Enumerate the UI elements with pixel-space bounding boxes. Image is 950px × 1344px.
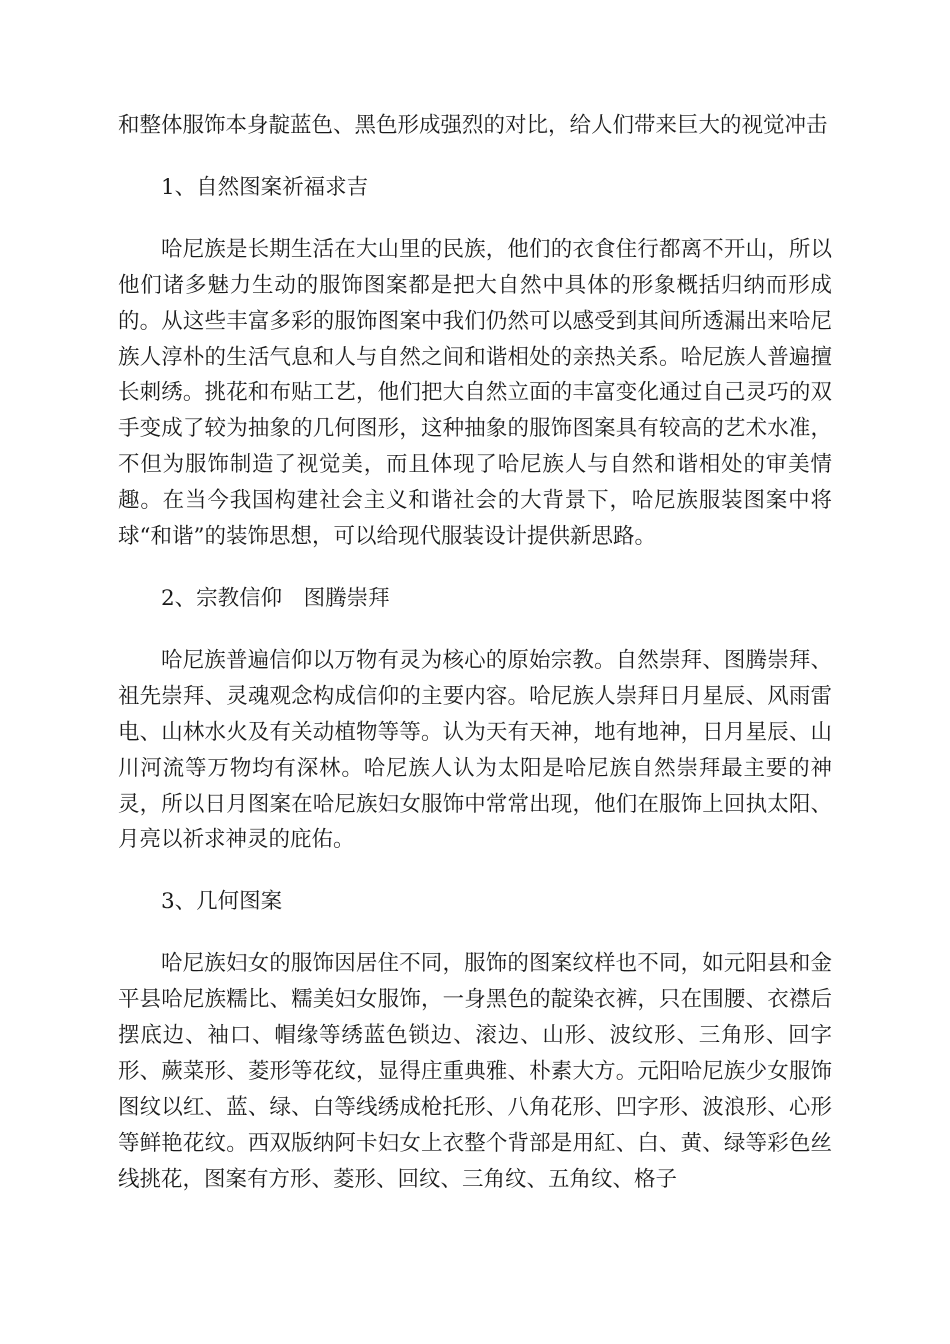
spacer (118, 555, 832, 581)
section-heading-2: 2、宗教信仰 图腾崇拜 (161, 585, 390, 611)
document-body (118, 108, 832, 1198)
section-heading-3: 3、几何图案 (161, 889, 283, 915)
intro-paragraph-tail: 和整体服饰本身靛蓝色、黑色形成强烈的对比，给人们带来巨大的视觉冲击 (118, 113, 828, 138)
spacer (118, 920, 832, 946)
spacer (118, 617, 832, 643)
spacer (118, 206, 832, 232)
section-paragraph-1: 哈尼族是长期生活在大山里的民族，他们的衣食住行都离不开山，所以他们诸多魅力生动的服饰图案都是把大自然中具体的形象概括归纳而形成的。从这些丰富多彩的服饰图案中我们仍然可以感受到其间所透漏出来哈尼族人淳朴的生活气息和人与自然之间和谐相处的亲热关系。哈尼族人普遍擅长刺绣。挑花和布贴工艺，他们把大自然立面的丰富变化通过自己灵巧的双手变成了较为抽象的几何图形，这种抽象的服饰图案具有较高的艺术水准，不但为服饰制造了视觉美，而且体现了哈尼族人与自然和谐相处的审美情趣。在当今我国构建社会主义和谐社会的大背景下，哈尼族服装图案中将球“和谐”的装饰思想，可以给现代服装设计提供新思路。 (118, 236, 832, 550)
section-paragraph-2: 哈尼族普遍信仰以万物有灵为核心的原始宗教。自然崇拜、图腾崇拜、祖先崇拜、灵魂观念构成信仰的主要内容。哈尼族人崇拜日月星辰、风雨雷电、山林水火及有关动植物等等。认为天有天神，地有地神，日月星辰、山川河流等万物均有深林。哈尼族人认为太阳是哈尼族自然崇拜最主要的神灵，所以日月图案在哈尼族妇女服饰中常常出现，他们在服饰上回执太阳、月亮以祈求神灵的庇佑。 (118, 647, 832, 853)
spacer (118, 144, 832, 170)
section-paragraph-3: 哈尼族妇女的服饰因居住不同，服饰的图案纹样也不同，如元阳县和金平县哈尼族糯比、糯美妇女服饰，一身黑色的靛染衣裤，只在围腰、衣襟后摆底边、袖口、帽缘等绣蓝色锁边、滚边、山形、波纹形、三角形、回字形、蕨菜形、菱形等花纹，显得庄重典雅、朴素大方。元阳哈尼族少女服饰图纹以红、蓝、绿、白等线绣成枪托形、八角花形、凹字形、波浪形、心形等鲜艳花纹。西双版纳阿卡妇女上衣整个背部是用紅、白、黄、绿等彩色丝线挑花，图案有方形、菱形、回纹、三角纹、五角纹、格子 (118, 951, 832, 1192)
section-heading-1: 1、自然图案祈福求吉 (161, 174, 369, 200)
spacer (118, 858, 832, 884)
